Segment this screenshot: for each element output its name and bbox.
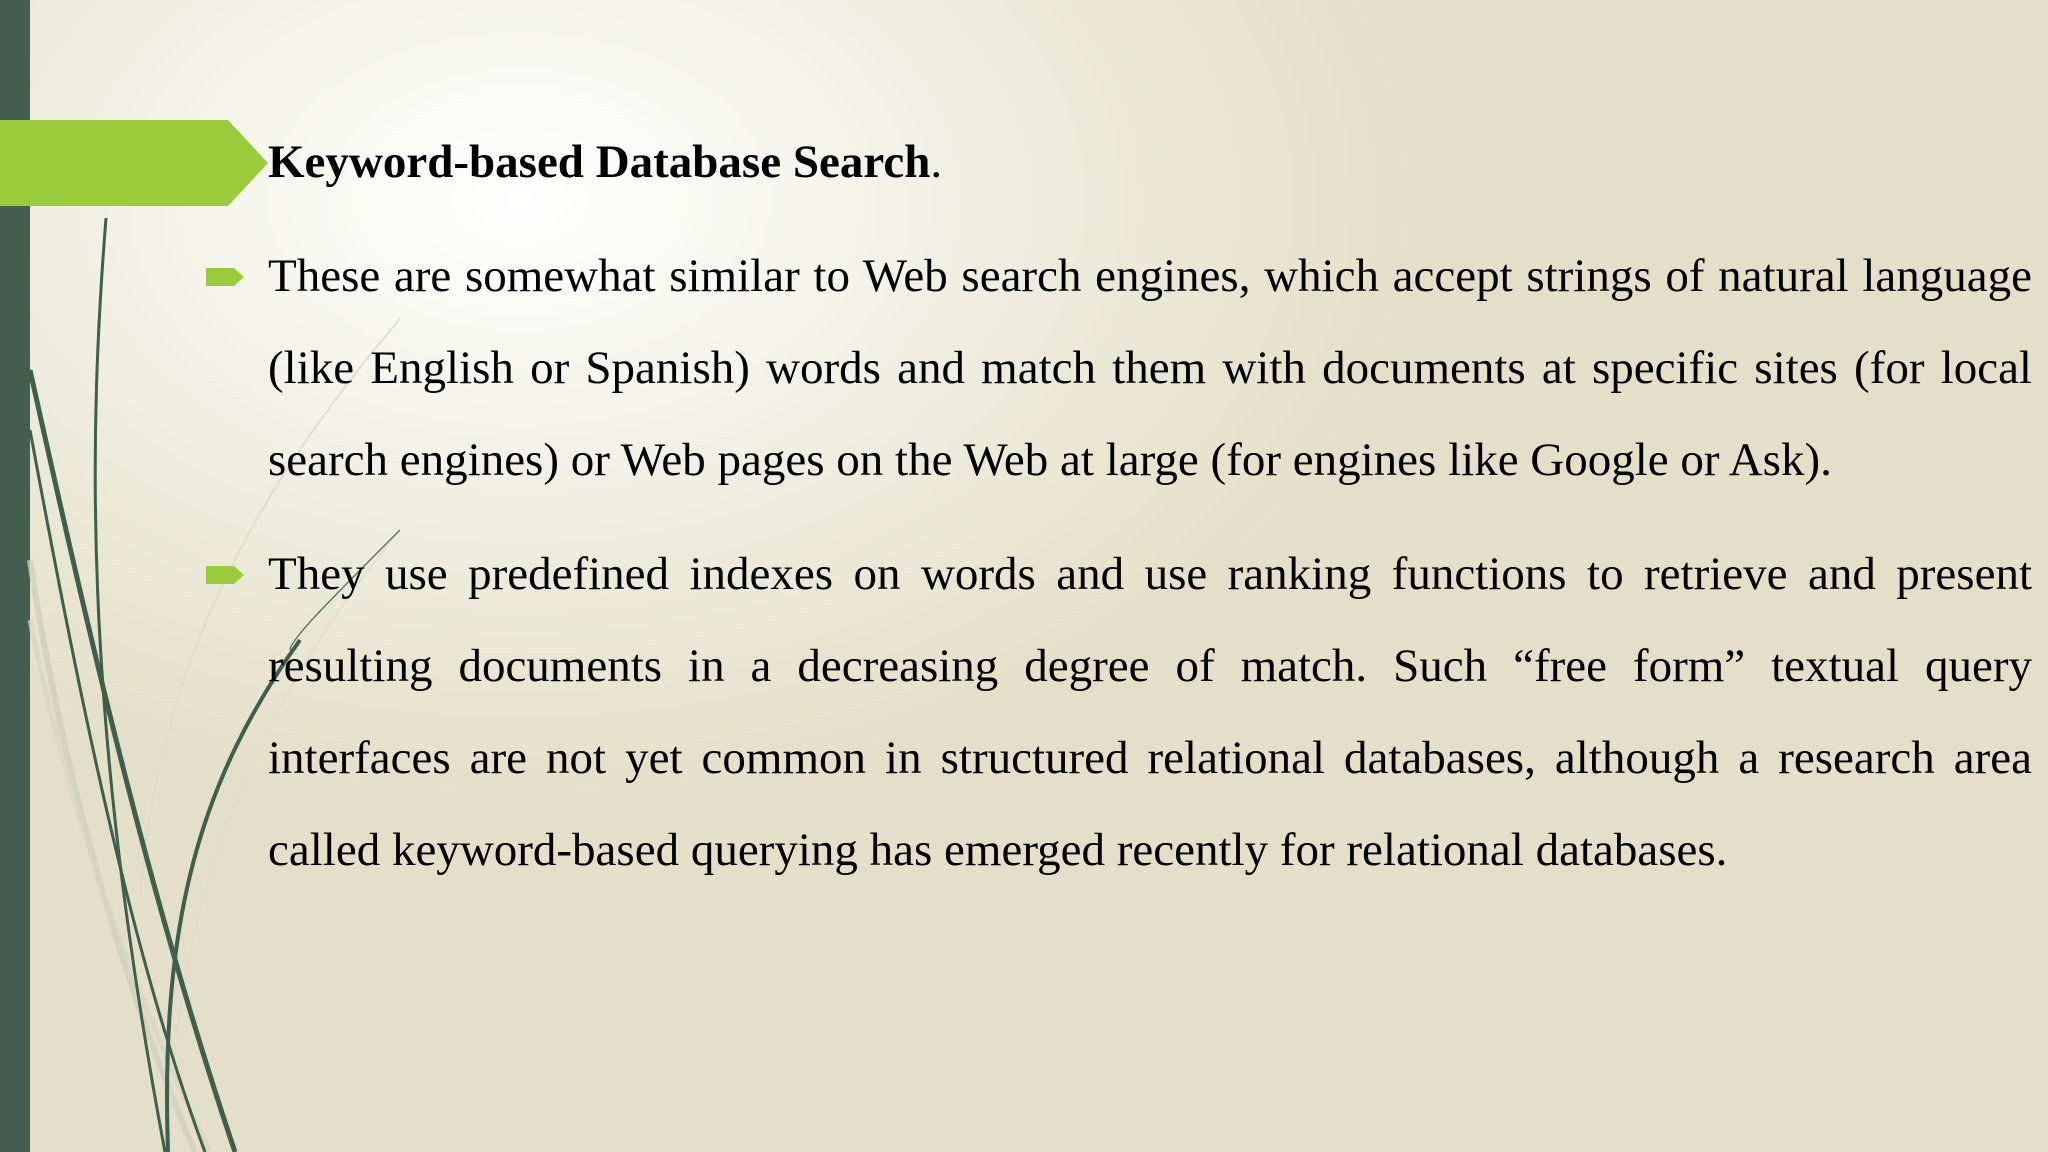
bullet-text: These are somewhat similar to Web search engines, which accept strings of natural language (like English or Spanish) words and match them with documents at specific sites (for local search engines) or Web pages on the Web at large (for engines like Google or Ask). [268, 250, 2032, 486]
arrow-bullet-icon [206, 152, 246, 174]
arrow-bullet-icon [206, 266, 246, 288]
bullet-text: They use predefined indexes on words and use ranking functions to retrieve and present resulting documents in a decreasing degree of match. Such “free form” textual query interfaces are not yet common in structured relational databases, although a research area called keyword-based querying has emerged recently for relational databases. [268, 548, 2032, 876]
slide-title-suffix: . [930, 136, 943, 188]
slide-title: Keyword-based Database Search [268, 136, 931, 188]
slide-content [268, 128, 2032, 918]
title-bullet [268, 116, 2032, 208]
bullet-item [268, 528, 2032, 896]
bullet-item [268, 230, 2032, 506]
arrow-bullet-icon [206, 564, 246, 586]
